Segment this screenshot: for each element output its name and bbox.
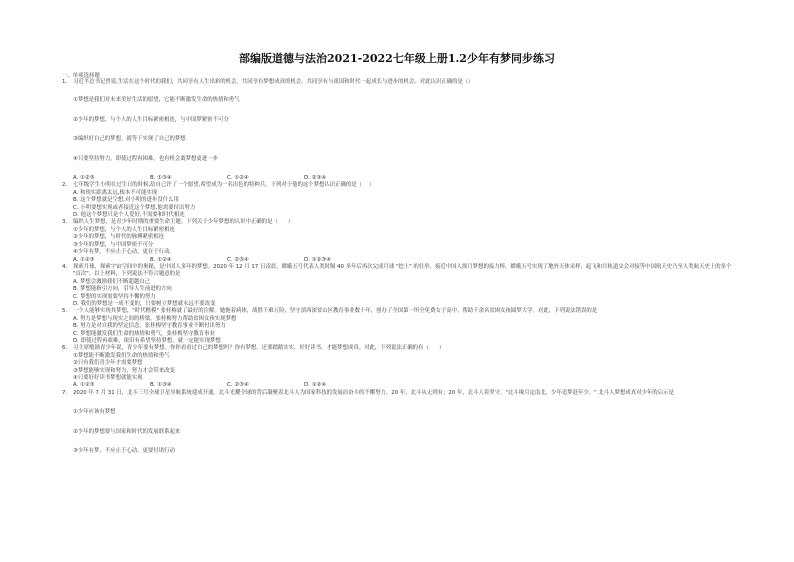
- statement-item: ①梦想能不断激发我们生命的热情和勇气: [73, 352, 170, 359]
- option-b: B. ①③④: [150, 382, 172, 389]
- document-title: 部编版道德与法治2021-2022七年级上册1.2少年有梦同步练习: [239, 52, 555, 65]
- statement-item: ④少年有梦，不应止于心动，更在于行动。: [73, 249, 175, 256]
- option-a: A. ①②③: [73, 382, 95, 389]
- option-a: A. ①②③: [73, 256, 95, 263]
- question-5: [62, 308, 738, 315]
- question-3: [62, 219, 738, 226]
- statement-item: ③梦想能够实现和努力，努力才会带来改变: [73, 367, 175, 374]
- option-item: C. 梦想的实现需要坚持不懈的努力: [73, 293, 156, 300]
- option-b: B. ①③④: [150, 175, 172, 182]
- option-d: D. ①②③④: [304, 256, 331, 263]
- option-item: A. 努力是梦想与现实之间的桥梁，张桂梅努力帮助贫困女孩实现梦想: [73, 315, 237, 322]
- option-item: B. 这个梦想就是空想,对小明的进步没什么用: [73, 197, 179, 204]
- question-text: 编织人生梦想，是青少年时期的重要生命主题。下列关于少年梦想的认识中正确的是（ ）: [73, 219, 294, 226]
- option-c: C. ①②④: [227, 175, 249, 182]
- question-number: 1.: [62, 79, 68, 85]
- question-6: [62, 345, 738, 352]
- statement-item: ②少年的梦想，与时代的脉搏紧密相连: [73, 234, 165, 241]
- question-number: 5.: [62, 308, 68, 315]
- question-text: 探索月球，探索宇宙空间中的奥秘，是中国人多年的梦想。2020 年 12 月 17 日凌晨，嫦娥五号代表人类时隔 40 多年后再次完成月球 "挖土" 的壮举。接近中国人探月梦想的接力棒，嫦娥五号实现了地外天体采样、起飞和月轨道交会对接等中国航天史乃至人类航天史上的多个 "首次"。以上材料，下列说法不符合题意的是: [73, 263, 734, 278]
- question-1: [62, 79, 738, 86]
- option-d: D. ②③④: [304, 175, 327, 182]
- answer-options: [62, 257, 738, 264]
- option-item: A. 梦想会激励我们不断超越自己: [73, 278, 151, 285]
- statement-item: ②少年的梦想要与国家和时代的发展联系起来: [73, 428, 181, 435]
- question-2: [62, 182, 738, 189]
- question-text: 习近平总书记曾说,生活在这个时代的我们，共同享有人生出彩的机会，共同享有梦想成真的机会，共同享有与祖国和时代一起成长与进步的机会。对此认识正确的是（）: [73, 79, 474, 85]
- statement-item: ③编织好自己的梦想，就等于实现了自己的梦想: [73, 136, 186, 143]
- statement-item: ②只有我们青少年才需要梦想: [73, 360, 143, 367]
- question-number: 3.: [62, 219, 68, 226]
- statement-item: ①梦想是我们对未来美好生活的愿望，它能不断激发生命的热情和勇气: [73, 97, 240, 104]
- option-b: B. ①②④: [150, 256, 172, 263]
- option-item: D. 即使过程再艰难，依旧有希望坚持梦想，就一定能实现梦想: [73, 337, 221, 344]
- question-4: [62, 264, 738, 279]
- question-7: [62, 390, 738, 397]
- question-number: 6.: [62, 345, 68, 352]
- option-item: C. 梦想能激发我们生命的热情和勇气，张桂梅坚守教育事业: [73, 330, 215, 337]
- option-item: A. 和现实距离太远,根本不可能实现: [73, 189, 158, 196]
- statement-item: ④只要坚持努力，即使过程再困难，也有机会离梦想更进一步: [73, 155, 218, 162]
- statement-item: ②少年的梦想，与个人的人生目标紧密相连，与中国梦紧密不可分: [73, 116, 229, 123]
- statement-item: ④只要好好读书梦想就能实现: [73, 375, 143, 381]
- question-text: 2020 年 7 月 31 日，北斗三号全球卫星导航系统建成开通。北斗光耀全球的背后凝聚着北斗人为国家科技的发展而奋斗的不懈努力。20 年，北斗从无到有；20 年，北斗人着坚守。"北斗缘月定南北，少年追梦赶年少。" 北斗人梦想成真对少年的启示是: [73, 389, 674, 396]
- question-number: 2.: [62, 182, 68, 189]
- option-a: A. ①②③: [73, 175, 95, 182]
- question-text: 习主席勉励青少年说，青少年要有梦想。你你看看过自己的梦想吗？你有梦想，还要踏踏实实，好好读书，才能梦想成真。对此，下列说法正确的有（ ）: [73, 345, 445, 352]
- option-item: C. 小明要想实现或者接近这个梦想,他需要付出努力: [73, 204, 196, 211]
- option-item: B. 梦想能指引方向，引导人生前进的方向: [73, 286, 172, 293]
- option-c: C. ②③④: [227, 382, 249, 389]
- question-text: 一个人能够实现其梦想，"时代楷模" 张桂梅就了最好的注解。她拖着病体，战胜千难万险，坚守滇西深贫山区教育事业数十年，创办了全国第一所全免费女子高中，帮助千余名贫困女孩圆梦大学。对此，下列说法错误的是: [73, 308, 598, 315]
- question-text: 七年级学生小明在过生日的时候,给自己许了一个愿望,希望成为一名出色的特种兵。下列对于他的这个梦想认识正确的是（ ）: [73, 182, 375, 189]
- option-d: D. ①②④: [304, 382, 327, 389]
- statement-item: ①少年的梦想，与个人的人生目标紧密相连: [73, 226, 175, 233]
- answer-options: [62, 382, 738, 389]
- section-label: 一、单项选择题: [62, 73, 100, 79]
- statement-item: ①少年应该有梦想: [73, 409, 116, 416]
- option-item: D. 我们的梦想是一成不变的，只要树立梦想就永远不要改变: [73, 300, 216, 307]
- option-c: C. ②③④: [227, 256, 249, 263]
- question-list: [62, 79, 738, 455]
- option-item: B. 努力是对自我的坚定信念，张桂梅坚守教育事业不断付出努力: [73, 323, 226, 330]
- option-item: D. 他这个梦想只是个人爱好,不需要和时代相连: [73, 212, 185, 219]
- statement-item: ③少年有梦，不应止于心动，更要付诸行动: [73, 448, 175, 455]
- question-number: 7.: [62, 389, 68, 396]
- statement-item: ③少年的梦想，与中国梦密不可分: [73, 241, 154, 248]
- question-number: 4.: [62, 263, 68, 270]
